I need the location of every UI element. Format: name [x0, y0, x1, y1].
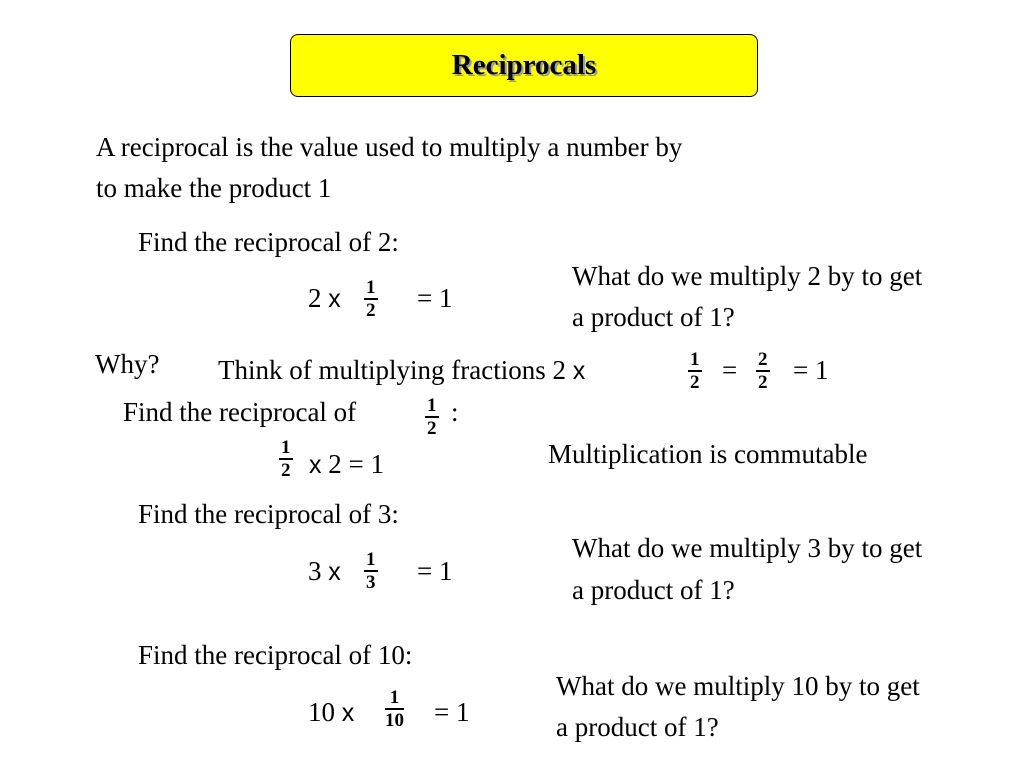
fraction-denominator: 3 — [366, 572, 376, 593]
example-3-question-line-1: What do we multiply 3 by to get — [572, 533, 923, 563]
example-2-rhs: = 1 — [417, 283, 453, 313]
half-heading-fraction — [425, 396, 439, 438]
half-equation-fraction — [279, 438, 293, 480]
why-equals: = — [722, 355, 738, 385]
why-text: Think of multiplying fractions 2 x — [218, 355, 586, 385]
commutable-note: Multiplication is commutable — [548, 439, 868, 469]
half-equation-rest: x 2 = 1 — [309, 449, 384, 479]
example-2-question-line-2: a product of 1? — [572, 302, 735, 332]
example-2-question-line-1: What do we multiply 2 by to get — [572, 261, 923, 291]
example-10-fraction — [385, 688, 404, 730]
fraction-denominator: 2 — [690, 372, 700, 393]
fraction-numerator: 2 — [758, 349, 768, 370]
definition-line-1: A reciprocal is the value used to multiply a number by — [96, 132, 683, 162]
fraction-denominator: 10 — [385, 710, 404, 731]
example-2-heading: Find the reciprocal of 2: — [138, 227, 399, 257]
example-3-rhs: = 1 — [417, 556, 453, 586]
fraction-numerator: 1 — [366, 549, 376, 570]
fraction-numerator: 1 — [281, 437, 291, 458]
fraction-denominator: 2 — [758, 372, 768, 393]
example-10-question-line-2: a product of 1? — [556, 712, 719, 742]
definition-line-2: to make the product 1 — [96, 173, 332, 203]
fraction-numerator: 1 — [385, 688, 404, 710]
fraction-numerator: 1 — [690, 349, 700, 370]
fraction-denominator: 2 — [281, 460, 291, 481]
why-label: Why? — [95, 349, 160, 379]
fraction-denominator: 2 — [427, 418, 437, 439]
example-10-heading: Find the reciprocal of 10: — [138, 640, 413, 670]
example-10-question-line-1: What do we multiply 10 by to get — [556, 671, 920, 701]
example-3-question-line-2: a product of 1? — [572, 575, 735, 605]
why-result: = 1 — [793, 355, 829, 385]
slide-title: Reciprocals — [451, 49, 597, 81]
why-fraction-2 — [756, 350, 770, 392]
fraction-numerator: 1 — [427, 395, 437, 416]
why-fraction-1 — [688, 350, 702, 392]
fraction-numerator: 1 — [366, 277, 376, 298]
example-2-fraction — [364, 278, 378, 320]
example-3-lhs: 3 x — [308, 556, 341, 586]
example-3-fraction — [364, 550, 378, 592]
example-2-lhs: 2 x — [308, 283, 341, 313]
half-heading-colon: : — [451, 397, 459, 427]
fraction-denominator: 2 — [366, 300, 376, 321]
example-3-heading: Find the reciprocal of 3: — [138, 499, 399, 529]
example-10-rhs: = 1 — [434, 697, 470, 727]
example-10-lhs: 10 x — [308, 697, 355, 727]
title-box — [290, 34, 758, 97]
half-heading: Find the reciprocal of — [123, 397, 357, 427]
